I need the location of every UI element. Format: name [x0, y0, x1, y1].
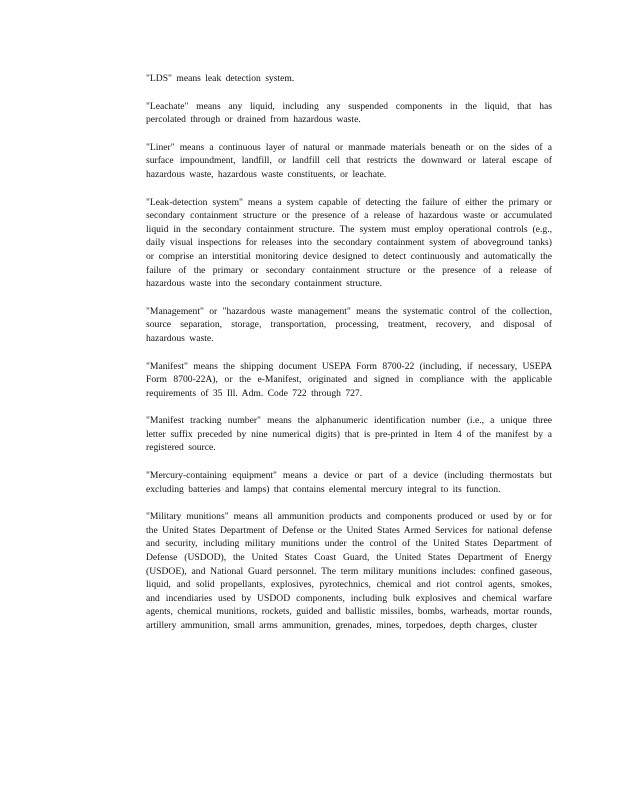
definition-manifest-tracking-number: "Manifest tracking number" means the alphanumeric identification number (i.e., a unique three letter suffix preceded by nine numerical digits) that is pre-printed in Item 4 of the manifest by a registered source.	[146, 415, 552, 454]
definition-management: "Management" or "hazardous waste management" means the systematic control of the collection, source separation, storage, transportation, processing, treatment, recovery, and disposal of hazardous waste.	[146, 305, 552, 344]
definition-liner: "Liner" means a continuous layer of natural or manmade materials beneath or on the sides of a surface impoundment, landfill, or landfill cell that restricts the downward or lateral escape of hazardous waste, hazardous waste constituents, or leachate.	[146, 141, 552, 180]
definition-leachate: "Leachate" means any liquid, including any suspended components in the liquid, that has percolated through or drained from hazardous waste.	[146, 100, 552, 126]
definitions-body	[146, 72, 552, 647]
definition-leak-detection-system: "Leak-detection system" means a system capable of detecting the failure of either the primary or secondary containment structure or the presence of a release of hazardous waste or accumulated liquid in the secondary containment structure. The system must employ operational controls (e.g., daily visual inspections for releases into the secondary containment system of aboveground tanks) or comprise an interstitial monitoring device designed to detect continuously and automatically the failure of the primary or secondary containment structure or the presence of a release of hazardous waste into the secondary containment structure.	[146, 196, 552, 290]
definition-military-munitions: "Military munitions" means all ammunition products and components produced or used by or for the United States Department of Defense or the United States Armed Services for national defense and security, including military munitions under the control of the United States Department of Defense (USDOD), the United States Coast Guard, the United States Department of Energy (USDOE), and National Guard personnel. The term military munitions includes: confined gaseous, liquid, and solid propellants, explosives, pyrotechnics, chemical and riot control agents, smokes, and incendiaries used by USDOD components, including bulk explosives and chemical warfare agents, chemical munitions, rockets, guided and ballistic missiles, bombs, warheads, mortar rounds, artillery ammunition, small arms ammunition, grenades, mines, torpedoes, depth charges, cluster	[146, 511, 552, 631]
definition-lds: "LDS" means leak detection system.	[146, 73, 295, 84]
definition-mercury-containing-equipment: "Mercury-containing equipment" means a device or part of a device (including thermostats but excluding batteries and lamps) that contains elemental mercury integral to its function.	[146, 470, 552, 495]
definition-manifest: "Manifest" means the shipping document USEPA Form 8700-22 (including, if necessary, USEPA Form 8700-22A), or the e-Manifest, originated and signed in compliance with the applicable requirements of 35 Ill. Adm. Code 722 through 727.	[146, 360, 552, 399]
